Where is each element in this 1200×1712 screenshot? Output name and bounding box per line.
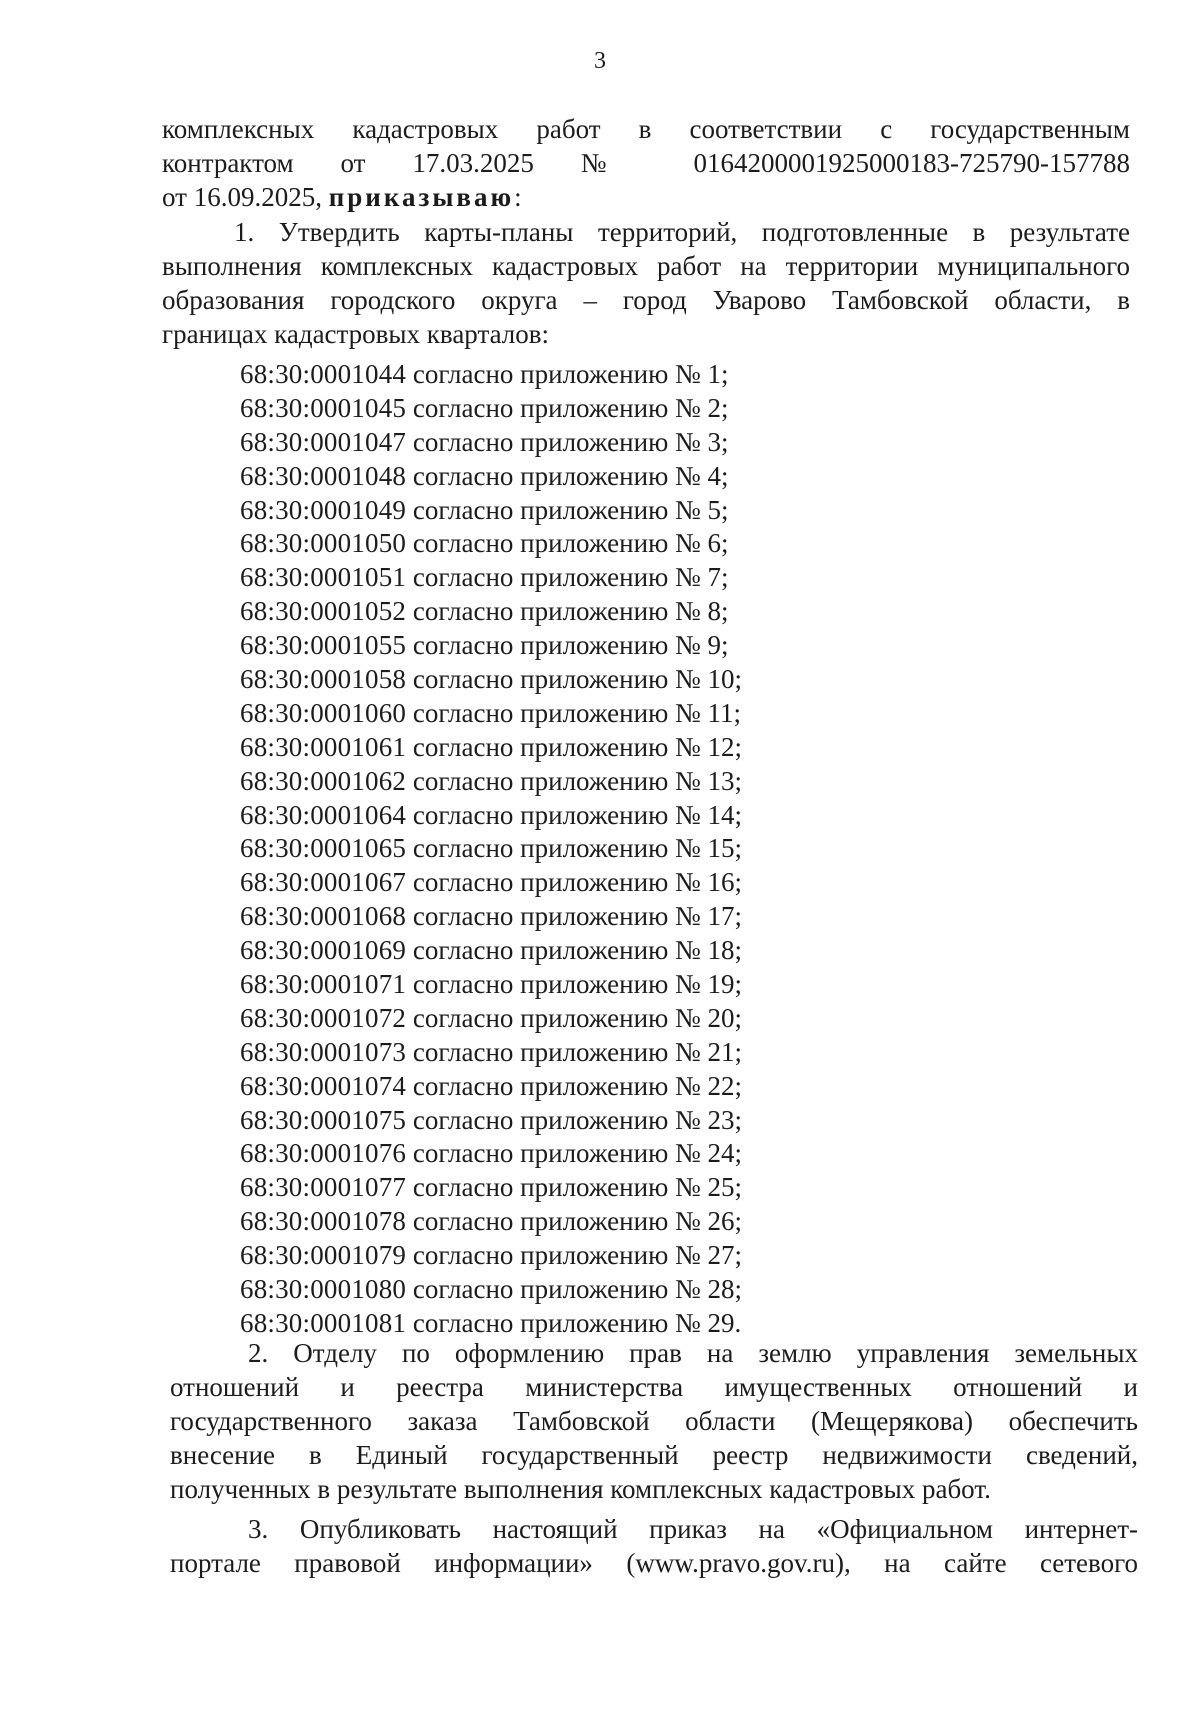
quarter-appendix: согласно приложению № 15; [412,833,743,864]
quarter-item [240,1036,742,1070]
quarter-appendix: согласно приложению № 2; [412,392,729,423]
quarter-appendix: согласно приложению № 25; [412,1172,743,1203]
quarter-code: 68:30:0001075 [240,1104,407,1135]
quarter-item [240,1070,742,1104]
quarter-item [240,663,742,697]
quarter-item [240,731,742,765]
item1-line-4: границах кадастровых кварталов: [162,319,550,349]
quarter-appendix: согласно приложению № 22; [412,1070,743,1101]
item3-line-1: 3. Опубликовать настоящий приказ на «Официальном интернет- [248,1514,1138,1544]
quarter-item [240,527,742,561]
quarter-code: 68:30:0001080 [240,1274,407,1305]
order-colon: : [514,182,522,212]
order-word: приказываю [328,182,515,212]
quarter-code: 68:30:0001052 [240,596,407,627]
quarter-item [240,1171,742,1205]
item2-line-2: отношений и реестра министерства имущественных отношений и [170,1372,1138,1402]
quarter-item [240,832,742,866]
quarter-code: 68:30:0001055 [240,630,407,661]
quarter-code: 68:30:0001060 [240,697,407,728]
quarter-item [240,1273,742,1307]
quarter-appendix: согласно приложению № 10; [412,664,743,695]
quarter-item [240,1137,742,1171]
quarter-item [240,1104,742,1138]
quarter-appendix: согласно приложению № 21; [412,1036,743,1067]
quarter-appendix: согласно приложению № 17; [412,901,743,932]
quarter-item [240,629,742,663]
quarter-appendix: согласно приложению № 4; [412,460,729,491]
quarter-code: 68:30:0001065 [240,833,407,864]
quarter-item [240,765,742,799]
item1-line-1: 1. Утвердить карты-планы территорий, подготовленные в результате [234,217,1130,247]
intro-date: от 16.09.2025, [162,182,322,212]
quarter-appendix: согласно приложению № 7; [412,562,729,593]
quarter-appendix: согласно приложению № 12; [412,731,743,762]
quarter-item [240,426,742,460]
quarter-code: 68:30:0001062 [240,765,407,796]
item3-line-2: портале правовой информации» (www.pravo.gov.ru), на сайте сетевого [170,1548,1138,1578]
quarter-appendix: согласно приложению № 5; [412,494,729,525]
quarter-code: 68:30:0001058 [240,664,407,695]
quarter-code: 68:30:0001078 [240,1206,407,1237]
quarter-appendix: согласно приложению № 3; [412,426,729,457]
cadastral-quarter-list [240,358,742,1341]
quarter-code: 68:30:0001076 [240,1138,407,1169]
quarter-item [240,968,742,1002]
quarter-code: 68:30:0001049 [240,494,407,525]
quarter-code: 68:30:0001064 [240,799,407,830]
quarter-item [240,1239,742,1273]
quarter-code: 68:30:0001050 [240,528,407,559]
quarter-appendix: согласно приложению № 11; [412,697,741,728]
item2-line-5: полученных в результате выполнения комплексных кадастровых работ. [170,1474,991,1504]
quarter-item [240,494,742,528]
item2-line-1: 2. Отделу по оформлению прав на землю управления земельных [248,1338,1138,1368]
item1-line-2: выполнения комплексных кадастровых работ на территории муниципального [162,251,1130,281]
quarter-code: 68:30:0001072 [240,1002,407,1033]
quarter-appendix: согласно приложению № 16; [412,867,743,898]
quarter-appendix: согласно приложению № 18; [412,935,743,966]
quarter-appendix: согласно приложению № 9; [412,630,729,661]
item2-line-3: государственного заказа Тамбовской области (Мещерякова) обеспечить [170,1406,1138,1436]
quarter-appendix: согласно приложению № 27; [412,1240,743,1271]
quarter-code: 68:30:0001073 [240,1036,407,1067]
quarter-code: 68:30:0001071 [240,969,407,1000]
quarter-appendix: согласно приложению № 26; [412,1206,743,1237]
quarter-item [240,392,742,426]
quarter-code: 68:30:0001061 [240,731,407,762]
quarter-appendix: согласно приложению № 29. [412,1307,742,1338]
quarter-appendix: согласно приложению № 28; [412,1274,743,1305]
quarter-code: 68:30:0001081 [240,1307,407,1338]
quarter-code: 68:30:0001067 [240,867,407,898]
quarter-item [240,1205,742,1239]
quarter-code: 68:30:0001045 [240,392,407,423]
quarter-item [240,561,742,595]
intro-line-2: контрактом от 17.03.2025 № 0164200001925000183-725790-157788 [162,148,1130,178]
quarter-appendix: согласно приложению № 14; [412,799,743,830]
quarter-item [240,460,742,494]
quarter-item [240,866,742,900]
quarter-item [240,697,742,731]
quarter-code: 68:30:0001074 [240,1070,407,1101]
quarter-item [240,595,742,629]
quarter-appendix: согласно приложению № 19; [412,969,743,1000]
quarter-item [240,799,742,833]
quarter-appendix: согласно приложению № 20; [412,1002,743,1033]
quarter-appendix: согласно приложению № 8; [412,596,729,627]
item1-line-3: образования городского округа – город Уварово Тамбовской области, в [162,285,1130,315]
quarter-code: 68:30:0001077 [240,1172,407,1203]
quarter-appendix: согласно приложению № 6; [412,528,729,559]
quarter-item [240,934,742,968]
intro-line-3 [162,180,522,214]
quarter-item [240,900,742,934]
quarter-code: 68:30:0001068 [240,901,407,932]
quarter-code: 68:30:0001047 [240,426,407,457]
item2-line-4: внесение в Единый государственный реестр недвижимости сведений, [170,1440,1138,1470]
page-number: 3 [594,48,606,74]
quarter-code: 68:30:0001069 [240,935,407,966]
intro-line-1: комплексных кадастровых работ в соответствии с государственным [162,114,1130,144]
quarter-appendix: согласно приложению № 23; [412,1104,743,1135]
quarter-code: 68:30:0001048 [240,460,407,491]
quarter-code: 68:30:0001051 [240,562,407,593]
quarter-code: 68:30:0001044 [240,359,407,389]
quarter-item [240,358,742,392]
quarter-appendix: согласно приложению № 24; [412,1138,743,1169]
quarter-code: 68:30:0001079 [240,1240,407,1271]
quarter-item [240,1002,742,1036]
quarter-appendix: согласно приложению № 13; [412,765,743,796]
quarter-appendix: согласно приложению № 1; [412,359,729,389]
